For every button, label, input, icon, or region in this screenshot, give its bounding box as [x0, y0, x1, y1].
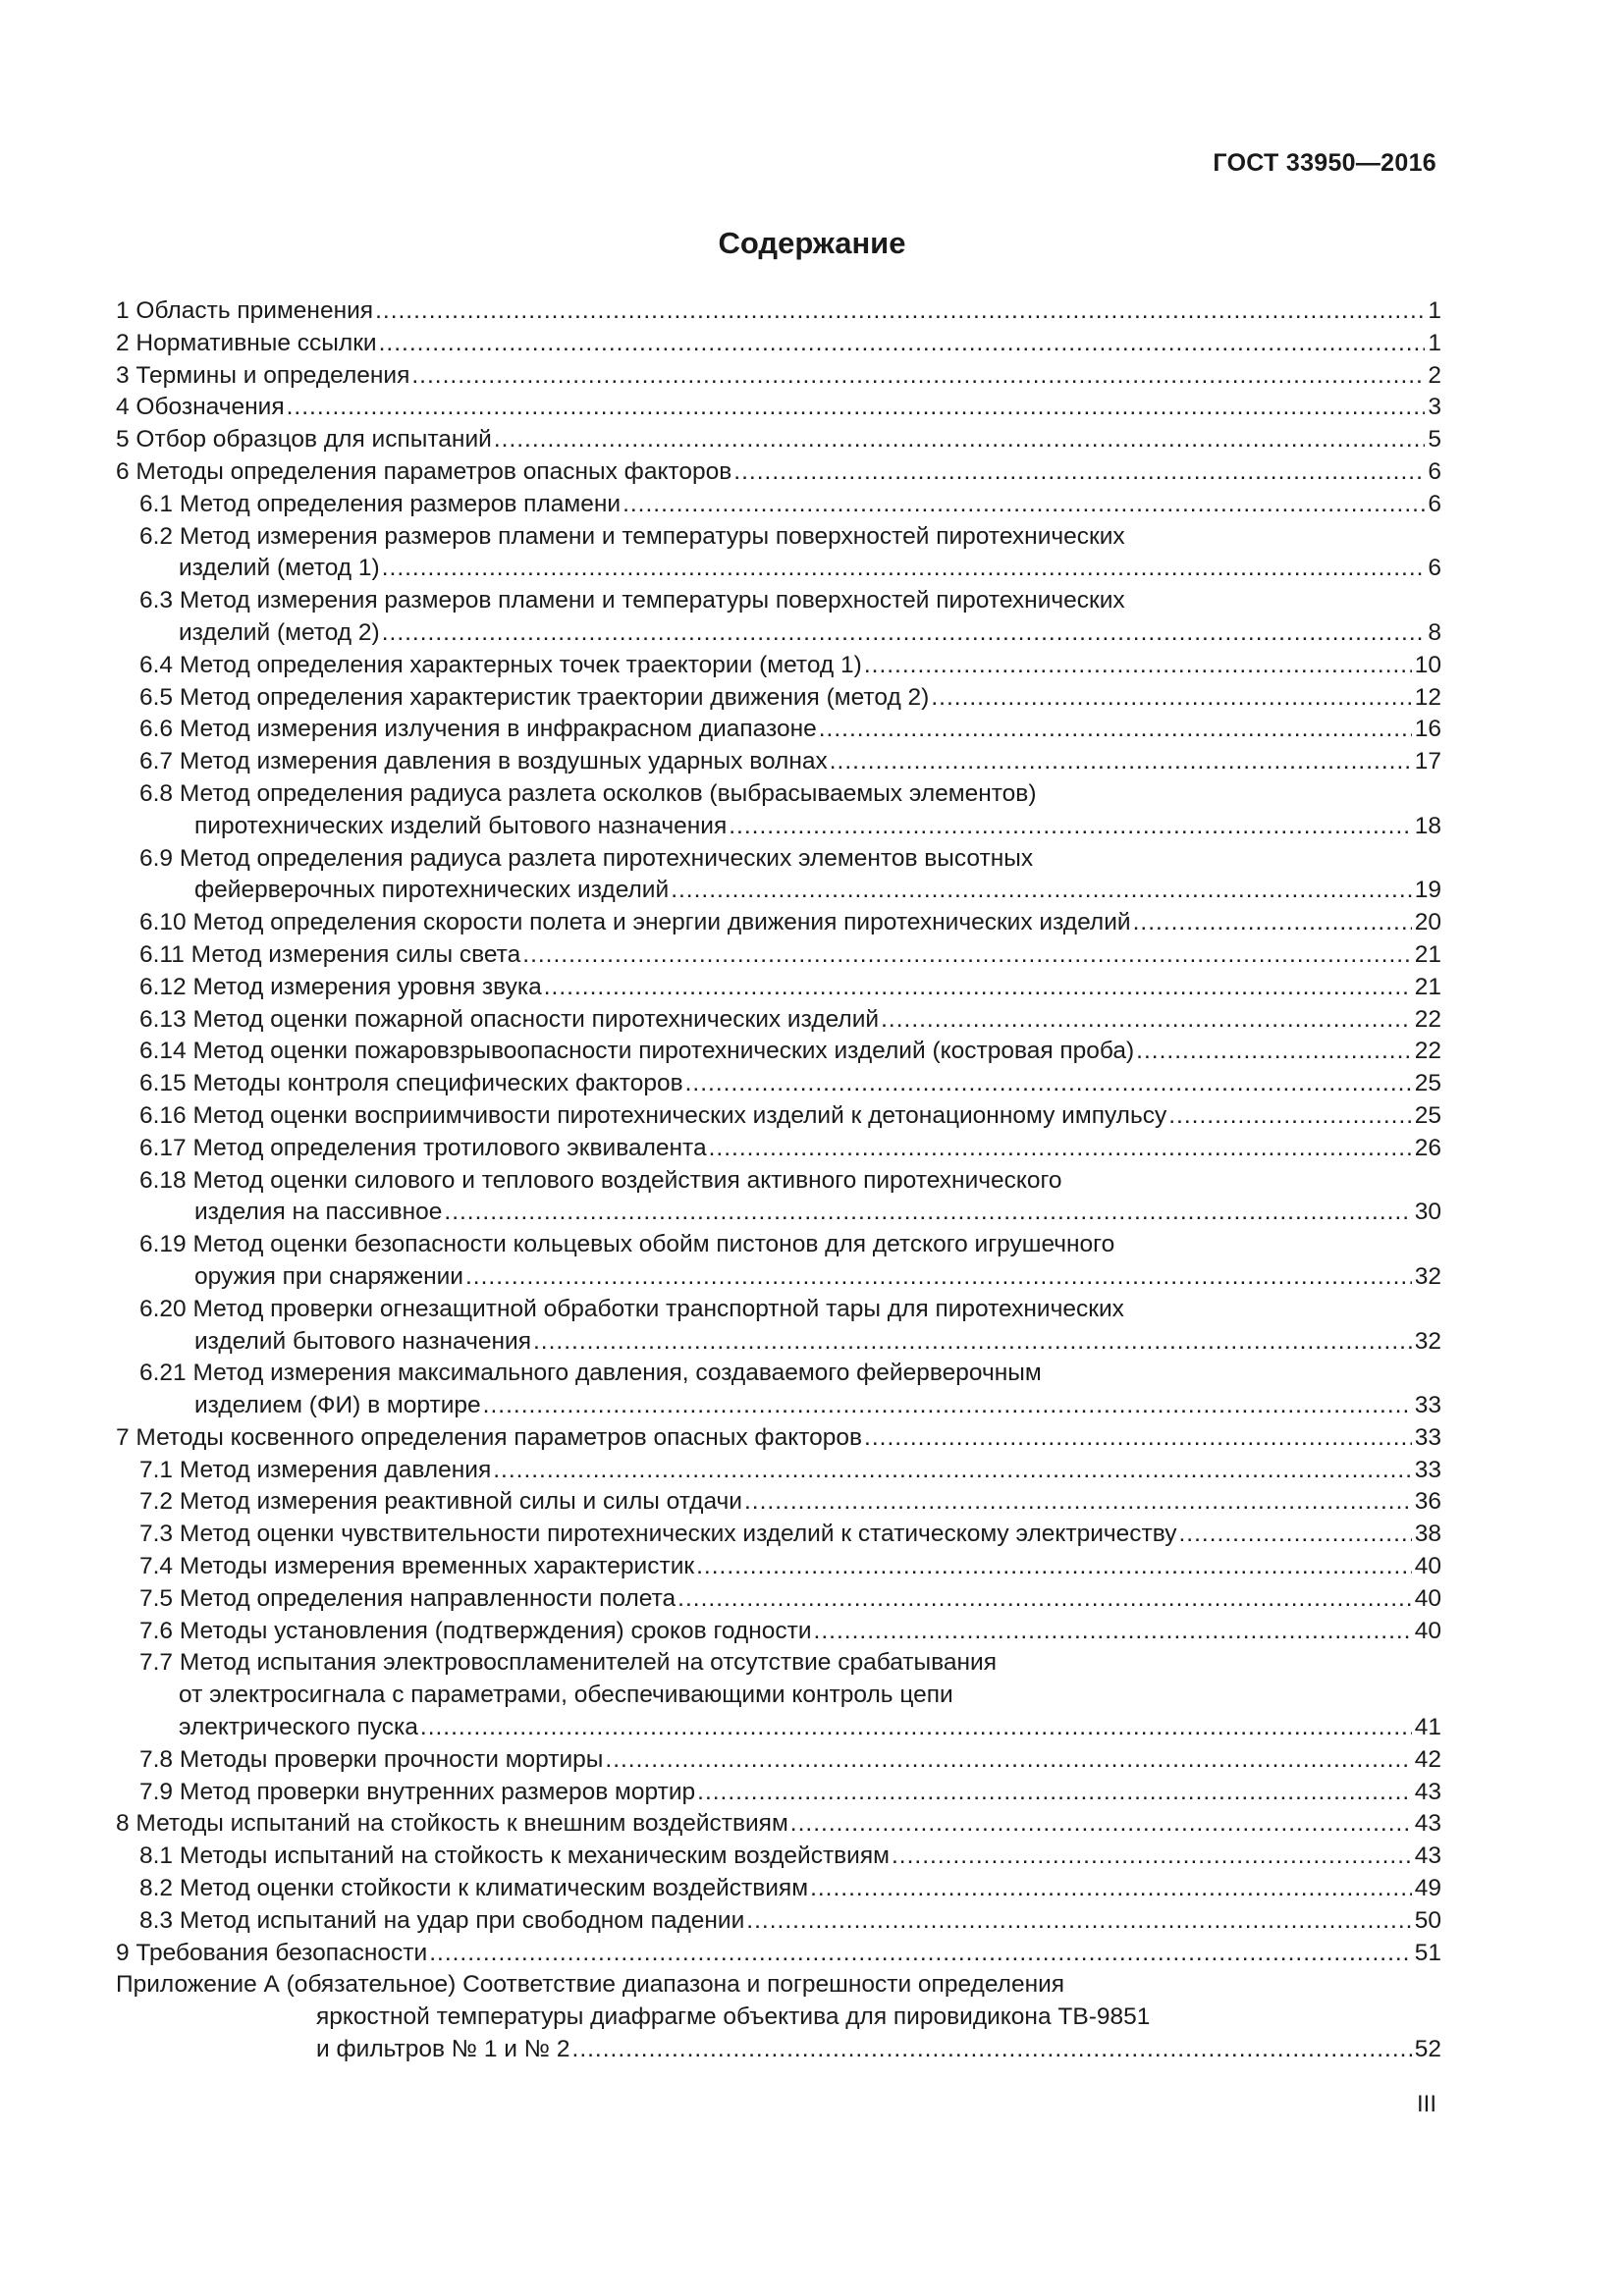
toc-page-number: 21 [1414, 973, 1441, 1000]
toc-line [116, 456, 1441, 489]
dot-leader [429, 1938, 1412, 1970]
toc-line [116, 1551, 1441, 1583]
toc-line [116, 1647, 1441, 1680]
toc-entry-title: 6.12 Метод измерения уровня звука [139, 973, 542, 1000]
toc-entry-title: 6.21 Метод измерения максимального давления, создаваемого фейерверочным [139, 1360, 1042, 1387]
toc-entry-title: 3 Термины и определения [116, 361, 410, 389]
dot-leader [420, 1712, 1412, 1744]
toc-page-number: 43 [1414, 1810, 1441, 1838]
dot-leader [444, 1197, 1411, 1229]
dot-leader [790, 1808, 1412, 1841]
toc-entry-title: 6.4 Метод определения характерных точек траектории (метод 1) [139, 651, 862, 678]
dot-leader [382, 617, 1426, 650]
toc-entry-title: 7 Методы косвенного определения параметров опасных факторов [116, 1423, 863, 1451]
toc-entry-title: 7.8 Методы проверки прочности мортиры [139, 1745, 604, 1773]
toc-page-number: 1 [1428, 329, 1441, 356]
toc-line [116, 1326, 1441, 1359]
toc-entry-title: 4 Обозначения [116, 394, 285, 421]
dot-leader [746, 1905, 1411, 1938]
toc-entry-title: 7.2 Метод измерения реактивной силы и силы отдачи [139, 1488, 742, 1516]
toc-line [116, 1068, 1441, 1100]
toc-line [116, 1519, 1441, 1551]
dot-leader [1136, 1036, 1412, 1068]
toc-page-number: 51 [1414, 1939, 1441, 1966]
toc-line [116, 392, 1441, 424]
toc-page-number: 33 [1414, 1392, 1441, 1419]
toc-entry-title: 6.3 Метод измерения размеров пламени и температуры поверхностей пиротехнических [139, 587, 1125, 614]
toc-page-number: 1 [1428, 297, 1441, 324]
toc-entry-title: 2 Нормативные ссылки [116, 329, 377, 356]
toc-page-number: 52 [1414, 2036, 1441, 2063]
toc-entry-title: 6.16 Метод оценки восприимчивости пиротехнических изделий к детонационному импульсу [139, 1101, 1167, 1129]
toc-line [116, 907, 1441, 939]
toc-entry-title: 5 Отбор образцов для испытаний [116, 426, 492, 454]
toc-entry-title: 9 Требования безопасности [116, 1939, 428, 1966]
dot-leader [382, 553, 1426, 585]
dot-leader [696, 1551, 1412, 1583]
toc-line [116, 1808, 1441, 1841]
toc-entry-title: электрического пуска [179, 1714, 418, 1741]
toc-line [116, 1100, 1441, 1133]
dot-leader [493, 1455, 1412, 1487]
toc-line [116, 843, 1441, 876]
toc-line [116, 1358, 1441, 1390]
toc-line [116, 746, 1441, 778]
dot-leader [465, 1261, 1412, 1294]
toc-entry-title: 8.2 Метод оценки стойкости к климатическим воздействиям [139, 1875, 809, 1902]
dot-leader [744, 1486, 1412, 1519]
toc-entry-title: и фильтров № 1 и № 2 [316, 2036, 570, 2063]
toc-line [116, 1486, 1441, 1519]
toc-page-number: 19 [1414, 877, 1441, 904]
toc-entry-title: 6.20 Метод проверки огнезащитной обработки транспортной тары для пиротехнических [139, 1295, 1124, 1322]
toc-page-number: 43 [1414, 1778, 1441, 1805]
dot-leader [623, 489, 1425, 521]
toc-page-number: 40 [1414, 1617, 1441, 1644]
toc-entry-title: 7.3 Метод оценки чувствительности пиротехнических изделий к статическому электричеству [139, 1521, 1177, 1548]
toc-page-number: 21 [1414, 940, 1441, 968]
toc-line [116, 1583, 1441, 1616]
toc-line [116, 1229, 1441, 1261]
toc-line [116, 360, 1441, 393]
toc-line [116, 1261, 1441, 1294]
dot-leader [685, 1068, 1412, 1100]
dot-leader [375, 295, 1425, 328]
toc-line [116, 682, 1441, 715]
toc-line [116, 1165, 1441, 1198]
toc-page-number: 32 [1414, 1262, 1441, 1290]
toc-entry-title: от электросигнала с параметрами, обеспечивающими контроль цепи [179, 1682, 953, 1709]
toc-entry-title: пиротехнических изделий бытового назначения [194, 812, 728, 839]
toc-page-number: 41 [1414, 1714, 1441, 1741]
toc-line [116, 553, 1441, 585]
toc-page-number: 22 [1414, 1038, 1441, 1065]
toc-line [116, 1777, 1441, 1809]
dot-leader [522, 939, 1411, 972]
toc-entry-title: 7.5 Метод определения направленности полета [139, 1584, 677, 1612]
dot-leader [864, 650, 1412, 682]
toc-page-number: 42 [1414, 1745, 1441, 1773]
toc-page-number: 49 [1414, 1875, 1441, 1902]
dot-leader [1133, 907, 1412, 939]
dot-leader [810, 1873, 1412, 1905]
dot-leader [931, 682, 1411, 715]
dot-leader [830, 746, 1412, 778]
toc-entry-title: 6.10 Метод определения скорости полета и энергии движения пиротехнических изделий [139, 909, 1131, 936]
toc-page-number: 25 [1414, 1070, 1441, 1097]
table-of-contents [116, 295, 1441, 2066]
toc-entry-title: изделием (ФИ) в мортире [194, 1392, 481, 1419]
toc-page-number: 20 [1414, 909, 1441, 936]
toc-page-number: 50 [1414, 1906, 1441, 1934]
toc-line [116, 295, 1441, 328]
page-title: Содержание [718, 226, 906, 260]
page-number: III [1416, 2091, 1436, 2117]
toc-entry-title: изделий бытового назначения [194, 1327, 531, 1355]
toc-page-number: 33 [1414, 1456, 1441, 1483]
toc-page-number: 2 [1428, 361, 1441, 389]
toc-entry-title: 6.5 Метод определения характеристик траектории движения (метод 2) [139, 683, 930, 711]
dot-leader [411, 360, 1425, 393]
toc-line [116, 875, 1441, 907]
toc-page-number: 6 [1428, 555, 1441, 582]
toc-line [116, 585, 1441, 617]
toc-entry-title: изделия на пассивное [194, 1199, 443, 1226]
toc-entry-title: 6.9 Метод определения радиуса разлета пиротехнических элементов высотных [139, 844, 1034, 872]
toc-page-number: 8 [1428, 618, 1441, 646]
toc-line [116, 714, 1441, 746]
toc-entry-title: 6.6 Метод измерения излучения в инфракрасном диапазоне [139, 716, 817, 743]
dot-leader [287, 392, 1426, 424]
toc-page-number: 5 [1428, 426, 1441, 454]
toc-line [116, 521, 1441, 554]
toc-page-number: 38 [1414, 1521, 1441, 1548]
toc-entry-title: 6 Методы определения параметров опасных факторов [116, 457, 732, 485]
dot-leader [544, 972, 1412, 1004]
toc-entry-title: 1 Область применения [116, 297, 374, 324]
toc-entry-title: оружия при снаряжении [194, 1262, 463, 1290]
toc-page-number: 22 [1414, 1005, 1441, 1033]
toc-page-number: 12 [1414, 683, 1441, 711]
toc-entry-title: 6.13 Метод оценки пожарной опасности пиротехнических изделий [139, 1005, 880, 1033]
toc-line [116, 1390, 1441, 1422]
toc-page-number: 40 [1414, 1584, 1441, 1612]
toc-entry-title: 8.1 Методы испытаний на стойкость к механическим воздействиям [139, 1842, 890, 1870]
toc-entry-title: 6.7 Метод измерения давления в воздушных ударных волнах [139, 748, 828, 775]
toc-page-number: 25 [1414, 1101, 1441, 1129]
toc-entry-title: 6.14 Метод оценки пожаровзрывоопасности пиротехнических изделий (костровая проба) [139, 1038, 1135, 1065]
dot-leader [892, 1841, 1412, 1873]
toc-line [116, 489, 1441, 521]
toc-line [116, 1680, 1441, 1712]
toc-line [116, 1036, 1441, 1068]
dot-leader [697, 1777, 1412, 1809]
toc-line [116, 811, 1441, 843]
toc-line [116, 1938, 1441, 1970]
toc-entry-title: изделий (метод 1) [179, 555, 380, 582]
toc-line [116, 424, 1441, 456]
toc-entry-title: Приложение А (обязательное) Соответствие диапазона и погрешности определения [116, 1971, 1065, 1999]
dot-leader [379, 328, 1426, 360]
toc-page-number: 36 [1414, 1488, 1441, 1516]
dot-leader [814, 1616, 1412, 1648]
toc-line [116, 1133, 1441, 1165]
toc-line [116, 617, 1441, 650]
toc-line [116, 1004, 1441, 1037]
toc-page-number: 43 [1414, 1842, 1441, 1870]
toc-entry-title: 8.3 Метод испытаний на удар при свободном падении [139, 1906, 745, 1934]
toc-line [116, 1905, 1441, 1938]
dot-leader [671, 875, 1412, 907]
toc-page-number: 10 [1414, 651, 1441, 678]
toc-page-number: 33 [1414, 1423, 1441, 1451]
toc-page-number: 6 [1428, 457, 1441, 485]
toc-line [116, 972, 1441, 1004]
toc-line [116, 939, 1441, 972]
toc-entry-title: 7.6 Методы установления (подтверждения) сроков годности [139, 1617, 812, 1644]
dot-leader [1168, 1100, 1411, 1133]
toc-line [116, 1422, 1441, 1455]
toc-entry-title: 6.19 Метод оценки безопасности кольцевых обойм пистонов для детского игрушечного [139, 1231, 1115, 1258]
toc-page-number: 30 [1414, 1199, 1441, 1226]
toc-page-number: 6 [1428, 490, 1441, 517]
toc-entry-title: 6.18 Метод оценки силового и теплового воздействия активного пиротехнического [139, 1166, 1062, 1194]
dot-leader [533, 1326, 1412, 1359]
toc-line [116, 1197, 1441, 1229]
toc-entry-title: изделий (метод 2) [179, 618, 380, 646]
toc-line [116, 1873, 1441, 1905]
toc-entry-title: 6.11 Метод измерения силы света [139, 940, 521, 968]
dot-leader [733, 456, 1425, 489]
toc-line [116, 1616, 1441, 1648]
toc-entry-title: 6.8 Метод определения радиуса разлета осколков (выбрасываемых элементов) [139, 779, 1037, 807]
dot-leader [881, 1004, 1412, 1037]
toc-entry-title: 7.4 Методы измерения временных характеристик [139, 1553, 695, 1580]
toc-entry-title: 8 Методы испытаний на стойкость к внешним воздействиям [116, 1810, 788, 1838]
dot-leader [483, 1390, 1412, 1422]
toc-page-number: 17 [1414, 748, 1441, 775]
toc-line [116, 2002, 1441, 2034]
toc-page-number: 26 [1414, 1134, 1441, 1161]
dot-leader [709, 1133, 1412, 1165]
dot-leader [677, 1583, 1412, 1616]
toc-entry-title: яркостной температуры диафрагме объектива для пировидикона ТВ-9851 [316, 2003, 1151, 2031]
toc-line [116, 1969, 1441, 2002]
toc-line [116, 2034, 1441, 2066]
dot-leader [864, 1422, 1412, 1455]
dot-leader [572, 2034, 1412, 2066]
dot-leader [1179, 1519, 1412, 1551]
toc-page-number: 18 [1414, 812, 1441, 839]
dot-leader [605, 1744, 1411, 1777]
toc-entry-title: 6.15 Методы контроля специфических факторов [139, 1070, 683, 1097]
toc-page-number: 32 [1414, 1327, 1441, 1355]
toc-entry-title: 6.17 Метод определения тротилового эквивалента [139, 1134, 707, 1161]
toc-entry-title: 7.1 Метод измерения давления [139, 1456, 492, 1483]
dot-leader [494, 424, 1426, 456]
toc-entry-title: 6.2 Метод измерения размеров пламени и температуры поверхностей пиротехнических [139, 522, 1125, 550]
toc-line [116, 328, 1441, 360]
toc-line [116, 1712, 1441, 1744]
toc-line [116, 1455, 1441, 1487]
dot-leader [729, 811, 1411, 843]
document-code: ГОСТ 33950—2016 [1213, 149, 1436, 177]
toc-page-number: 40 [1414, 1553, 1441, 1580]
toc-entry-title: фейерверочных пиротехнических изделий [194, 877, 670, 904]
toc-entry-title: 6.1 Метод определения размеров пламени [139, 490, 622, 517]
toc-line [116, 1841, 1441, 1873]
toc-page-number: 3 [1428, 394, 1441, 421]
toc-page-number: 16 [1414, 716, 1441, 743]
dot-leader [819, 714, 1412, 746]
toc-line [116, 650, 1441, 682]
toc-entry-title: 7.9 Метод проверки внутренних размеров мортир [139, 1778, 696, 1805]
toc-line [116, 1744, 1441, 1777]
toc-line [116, 778, 1441, 811]
toc-line [116, 1294, 1441, 1326]
toc-entry-title: 7.7 Метод испытания электровоспламенителей на отсутствие срабатывания [139, 1649, 997, 1677]
